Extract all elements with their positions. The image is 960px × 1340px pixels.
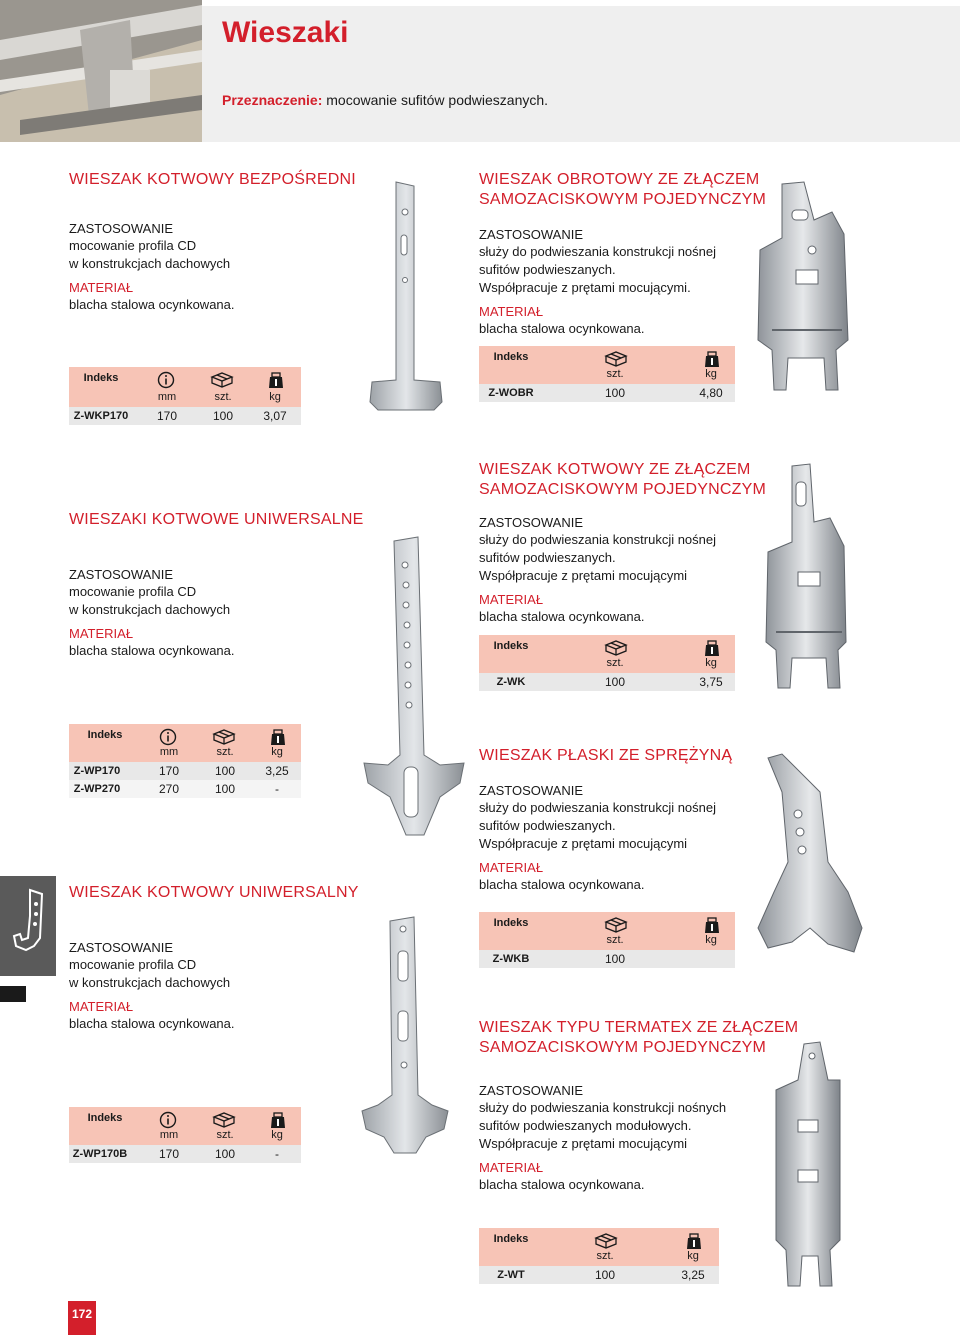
weight-icon bbox=[703, 350, 721, 368]
use-text: w konstrukcjach dachowych bbox=[69, 256, 231, 271]
cell-mm: 170 bbox=[156, 409, 178, 423]
product-table bbox=[69, 1107, 301, 1163]
table-row bbox=[69, 762, 301, 780]
use-text: sufitów podwieszanych. bbox=[479, 550, 616, 565]
product-image-wkb bbox=[748, 752, 868, 967]
col-index-label: Indeks bbox=[493, 917, 529, 929]
purpose-line bbox=[222, 92, 548, 108]
info-icon bbox=[159, 728, 177, 746]
side-tab bbox=[0, 876, 56, 976]
use-text: w konstrukcjach dachowych bbox=[69, 975, 231, 990]
product-image-wk bbox=[752, 462, 862, 697]
use-heading: ZASTOSOWANIE bbox=[479, 227, 584, 242]
use-heading: ZASTOSOWANIE bbox=[69, 940, 174, 955]
table-row bbox=[479, 673, 735, 691]
material-heading: MATERIAŁ bbox=[479, 1160, 544, 1175]
use-heading: ZASTOSOWANIE bbox=[479, 783, 584, 798]
cell-mm: 270 bbox=[158, 782, 180, 796]
unit-kg: kg bbox=[269, 391, 281, 403]
package-icon bbox=[603, 350, 629, 368]
cell-kg: - bbox=[275, 782, 279, 796]
table-header bbox=[69, 367, 301, 407]
unit-mm: mm bbox=[157, 391, 177, 403]
cell-kg: - bbox=[275, 1147, 279, 1161]
use-text: mocowanie profila CD bbox=[69, 957, 197, 972]
section-title: WIESZAK KOTWOWY UNIWERSALNY bbox=[69, 884, 359, 901]
material-text: blacha stalowa ocynkowana. bbox=[479, 1177, 645, 1192]
cell-szt: 100 bbox=[604, 386, 626, 400]
unit-kg: kg bbox=[705, 657, 717, 669]
material-text: blacha stalowa ocynkowana. bbox=[479, 321, 645, 336]
cell-szt: 100 bbox=[604, 952, 626, 966]
package-icon bbox=[211, 1111, 237, 1129]
cell-szt: 100 bbox=[214, 782, 236, 796]
table-header bbox=[69, 724, 301, 762]
section-wkp bbox=[69, 170, 369, 314]
product-image-wp170b bbox=[356, 915, 456, 1170]
section-wt bbox=[479, 1018, 809, 1194]
info-icon bbox=[159, 1111, 177, 1129]
unit-szt: szt. bbox=[606, 934, 624, 946]
use-text: mocowanie profila CD bbox=[69, 238, 197, 253]
unit-szt: szt. bbox=[606, 657, 624, 669]
section-wkb bbox=[479, 746, 779, 894]
section-title-line1: WIESZAK KOTWOWY ZE ZŁĄCZEM bbox=[479, 461, 751, 478]
table-header bbox=[479, 1228, 719, 1266]
product-table bbox=[479, 346, 735, 402]
material-text: blacha stalowa ocynkowana. bbox=[69, 643, 235, 658]
cell-index: Z-WKB bbox=[492, 953, 530, 965]
table-row bbox=[479, 1266, 719, 1284]
use-text: Współpracuje z prętami mocującymi. bbox=[479, 280, 691, 295]
product-table bbox=[479, 1228, 719, 1284]
section-title-line2: SAMOZACISKOWYM POJEDYNCZYM bbox=[479, 1039, 766, 1056]
col-index-label: Indeks bbox=[87, 1112, 123, 1124]
use-text: służy do podwieszania konstrukcji nośnej bbox=[479, 800, 717, 815]
product-image-wobr bbox=[752, 180, 862, 405]
unit-szt: szt. bbox=[216, 1129, 234, 1141]
info-icon bbox=[157, 371, 175, 389]
use-text: służy do podwieszania konstrukcji nośnej bbox=[479, 244, 717, 259]
section-title-line1: WIESZAK TYPU TERMATEX ZE ZŁĄCZEM bbox=[479, 1019, 799, 1036]
page-number: 172 bbox=[68, 1301, 96, 1335]
weight-icon bbox=[685, 1232, 703, 1250]
package-icon bbox=[603, 639, 629, 657]
weight-icon bbox=[703, 916, 721, 934]
section-wk bbox=[479, 460, 779, 626]
section-title-line1: WIESZAK OBROTOWY ZE ZŁĄCZEM bbox=[479, 171, 760, 188]
unit-mm: mm bbox=[159, 1129, 179, 1141]
material-heading: MATERIAŁ bbox=[479, 304, 544, 319]
weight-icon bbox=[267, 371, 285, 389]
cell-index: Z-WP270 bbox=[73, 783, 121, 795]
use-heading: ZASTOSOWANIE bbox=[479, 515, 584, 530]
table-row bbox=[479, 950, 735, 968]
material-heading: MATERIAŁ bbox=[479, 860, 544, 875]
material-heading: MATERIAŁ bbox=[69, 999, 134, 1014]
cell-szt: 100 bbox=[214, 764, 236, 778]
unit-kg: kg bbox=[271, 1129, 283, 1141]
use-text: w konstrukcjach dachowych bbox=[69, 602, 231, 617]
unit-szt: szt. bbox=[216, 746, 234, 758]
use-text: służy do podwieszania konstrukcji nośnych bbox=[479, 1100, 727, 1115]
material-text: blacha stalowa ocynkowana. bbox=[69, 1016, 235, 1031]
weight-icon bbox=[269, 728, 287, 746]
side-marker bbox=[0, 986, 26, 1002]
use-heading: ZASTOSOWANIE bbox=[479, 1083, 584, 1098]
use-text: Współpracuje z prętami mocującymi bbox=[479, 1136, 688, 1151]
cell-index: Z-WK bbox=[496, 676, 526, 688]
use-text: sufitów podwieszanych. bbox=[479, 262, 616, 277]
material-heading: MATERIAŁ bbox=[69, 280, 134, 295]
table-row bbox=[69, 780, 301, 798]
cell-kg: 3,25 bbox=[681, 1268, 705, 1282]
unit-kg: kg bbox=[705, 368, 717, 380]
cell-index: Z-WT bbox=[497, 1269, 525, 1281]
page-title: Wieszaki bbox=[222, 16, 349, 49]
cell-index: Z-WKP170 bbox=[73, 410, 129, 422]
material-text: blacha stalowa ocynkowana. bbox=[69, 297, 235, 312]
product-table bbox=[479, 912, 735, 968]
package-icon bbox=[593, 1232, 619, 1250]
cell-mm: 170 bbox=[158, 1147, 180, 1161]
package-icon bbox=[603, 916, 629, 934]
col-index-label: Indeks bbox=[87, 729, 123, 741]
use-heading: ZASTOSOWANIE bbox=[69, 221, 174, 236]
cell-index: Z-WP170B bbox=[72, 1148, 128, 1160]
use-heading: ZASTOSOWANIE bbox=[69, 567, 174, 582]
material-heading: MATERIAŁ bbox=[479, 592, 544, 607]
unit-kg: kg bbox=[687, 1250, 699, 1262]
section-title: WIESZAK KOTWOWY BEZPOŚREDNI bbox=[69, 171, 356, 188]
cell-kg: 3,25 bbox=[265, 764, 289, 778]
section-wobr bbox=[479, 170, 779, 338]
table-row bbox=[69, 1145, 301, 1163]
package-icon bbox=[209, 371, 235, 389]
hanger-icon bbox=[0, 876, 56, 976]
section-wp170b bbox=[69, 883, 369, 1033]
weight-icon bbox=[703, 639, 721, 657]
product-image-wp bbox=[360, 535, 470, 870]
cell-mm: 170 bbox=[158, 764, 180, 778]
col-index-label: Indeks bbox=[83, 372, 119, 384]
cell-kg: 4,80 bbox=[699, 386, 723, 400]
use-text: sufitów podwieszanych modułowych. bbox=[479, 1118, 692, 1133]
product-table bbox=[479, 635, 735, 691]
use-text: Współpracuje z prętami mocującymi bbox=[479, 836, 688, 851]
table-header bbox=[479, 346, 735, 384]
use-text: służy do podwieszania konstrukcji nośnej bbox=[479, 532, 717, 547]
section-title: WIESZAK PŁASKI ZE SPRĘŻYNĄ bbox=[479, 747, 733, 764]
purpose-label: Przeznaczenie: bbox=[222, 92, 323, 108]
cell-index: Z-WP170 bbox=[73, 765, 121, 777]
unit-szt: szt. bbox=[596, 1250, 614, 1262]
section-title-line2: SAMOZACISKOWYM POJEDYNCZYM bbox=[479, 191, 766, 208]
cell-szt: 100 bbox=[594, 1268, 616, 1282]
product-table bbox=[69, 367, 301, 425]
material-heading: MATERIAŁ bbox=[69, 626, 134, 641]
cell-kg: 3,07 bbox=[263, 409, 287, 423]
section-title-line2: SAMOZACISKOWYM POJEDYNCZYM bbox=[479, 481, 766, 498]
use-text: Współpracuje z prętami mocującymi bbox=[479, 568, 688, 583]
cell-index: Z-WOBR bbox=[488, 387, 534, 399]
section-title: WIESZAKI KOTWOWE UNIWERSALNE bbox=[69, 511, 364, 528]
package-icon bbox=[211, 728, 237, 746]
unit-kg: kg bbox=[271, 746, 283, 758]
col-index-label: Indeks bbox=[493, 1233, 529, 1245]
material-text: blacha stalowa ocynkowana. bbox=[479, 609, 645, 624]
cell-szt: 100 bbox=[214, 1147, 236, 1161]
col-index-label: Indeks bbox=[493, 640, 529, 652]
product-image-wt bbox=[768, 1040, 868, 1295]
col-index-label: Indeks bbox=[493, 351, 529, 363]
header-photo bbox=[0, 0, 202, 142]
table-header bbox=[479, 912, 735, 950]
unit-szt: szt. bbox=[214, 391, 232, 403]
unit-szt: szt. bbox=[606, 368, 624, 380]
table-header bbox=[69, 1107, 301, 1145]
table-row bbox=[69, 407, 301, 425]
unit-mm: mm bbox=[159, 746, 179, 758]
section-wp bbox=[69, 510, 369, 660]
table-row bbox=[479, 384, 735, 402]
table-header bbox=[479, 635, 735, 673]
use-text: mocowanie profila CD bbox=[69, 584, 197, 599]
product-image-wkp bbox=[366, 180, 446, 425]
use-text: sufitów podwieszanych. bbox=[479, 818, 616, 833]
cell-szt: 100 bbox=[212, 409, 234, 423]
material-text: blacha stalowa ocynkowana. bbox=[479, 877, 645, 892]
product-table bbox=[69, 724, 301, 798]
unit-kg: kg bbox=[705, 934, 717, 946]
cell-kg: 3,75 bbox=[699, 675, 723, 689]
weight-icon bbox=[269, 1111, 287, 1129]
purpose-text: mocowanie sufitów podwieszanych. bbox=[326, 92, 549, 108]
cell-szt: 100 bbox=[604, 675, 626, 689]
